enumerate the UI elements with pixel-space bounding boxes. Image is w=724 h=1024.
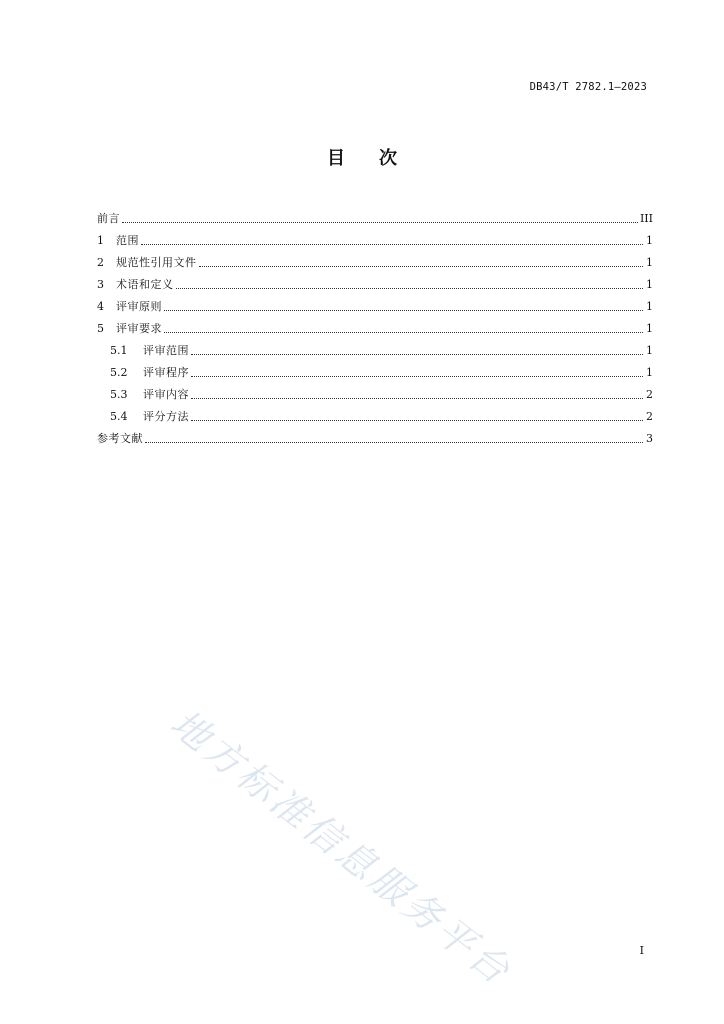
- toc-entry-number: 5.2: [110, 366, 128, 379]
- toc-subentry[interactable]: [97, 358, 653, 380]
- toc-entry-label: 范围: [116, 234, 139, 247]
- leader-dots: [191, 354, 643, 355]
- toc-entry-page: 2: [646, 410, 653, 423]
- toc-entry-number: 5.1: [110, 344, 128, 357]
- toc-entry-page: 3: [646, 432, 653, 445]
- toc-entry-page: 1: [646, 256, 653, 269]
- toc-entry-page: 1: [646, 366, 653, 379]
- leader-dots: [191, 420, 643, 421]
- toc-entry-number: 5: [97, 322, 104, 335]
- toc-entry-label: 评审要求: [116, 322, 162, 335]
- toc-entry-label: 前言: [97, 212, 120, 225]
- toc-subentry[interactable]: [97, 402, 653, 424]
- leader-dots: [145, 442, 643, 443]
- toc-entry-number: 5.3: [110, 388, 128, 401]
- toc-entry[interactable]: [97, 226, 653, 248]
- toc-entry-page: 1: [646, 322, 653, 335]
- toc-entry[interactable]: [97, 314, 653, 336]
- leader-dots: [141, 244, 643, 245]
- leader-dots: [199, 266, 644, 267]
- toc-entry-label: 参考文献: [97, 432, 143, 445]
- toc-entry-label: 评审内容: [143, 388, 189, 401]
- toc-entry-number: 5.4: [110, 410, 128, 423]
- leader-dots: [122, 222, 638, 223]
- toc-entry[interactable]: [97, 270, 653, 292]
- toc-entry-label: 评审原则: [116, 300, 162, 313]
- toc-subentry[interactable]: [97, 336, 653, 358]
- leader-dots: [191, 398, 643, 399]
- watermark: 地方标准信息服务平台: [162, 700, 521, 995]
- toc-subentry[interactable]: [97, 380, 653, 402]
- page-number: I: [639, 944, 644, 957]
- page-title: 目次: [327, 148, 431, 169]
- toc-entry-page: III: [639, 212, 653, 225]
- toc-entry[interactable]: [97, 292, 653, 314]
- toc-entry-page: 1: [646, 300, 653, 313]
- leader-dots: [164, 310, 643, 311]
- toc-entry-number: 4: [97, 300, 104, 313]
- toc-entry-number: 2: [97, 256, 104, 269]
- toc-entry-page: 1: [646, 278, 653, 291]
- toc-entry[interactable]: [97, 424, 653, 446]
- leader-dots: [164, 332, 643, 333]
- leader-dots: [191, 376, 643, 377]
- table-of-contents: [97, 204, 653, 446]
- document-code: DB43/T 2782.1—2023: [529, 81, 647, 93]
- toc-entry-page: 2: [646, 388, 653, 401]
- toc-entry[interactable]: [97, 204, 653, 226]
- toc-entry-page: 1: [646, 234, 653, 247]
- toc-entry-label: 评审程序: [143, 366, 189, 379]
- toc-entry[interactable]: [97, 248, 653, 270]
- toc-entry-label: 术语和定义: [116, 278, 174, 291]
- toc-entry-number: 3: [97, 278, 104, 291]
- toc-entry-label: 评审范围: [143, 344, 189, 357]
- toc-entry-page: 1: [646, 344, 653, 357]
- toc-entry-number: 1: [97, 234, 104, 247]
- toc-entry-label: 规范性引用文件: [116, 256, 197, 269]
- leader-dots: [176, 288, 644, 289]
- toc-entry-label: 评分方法: [143, 410, 189, 423]
